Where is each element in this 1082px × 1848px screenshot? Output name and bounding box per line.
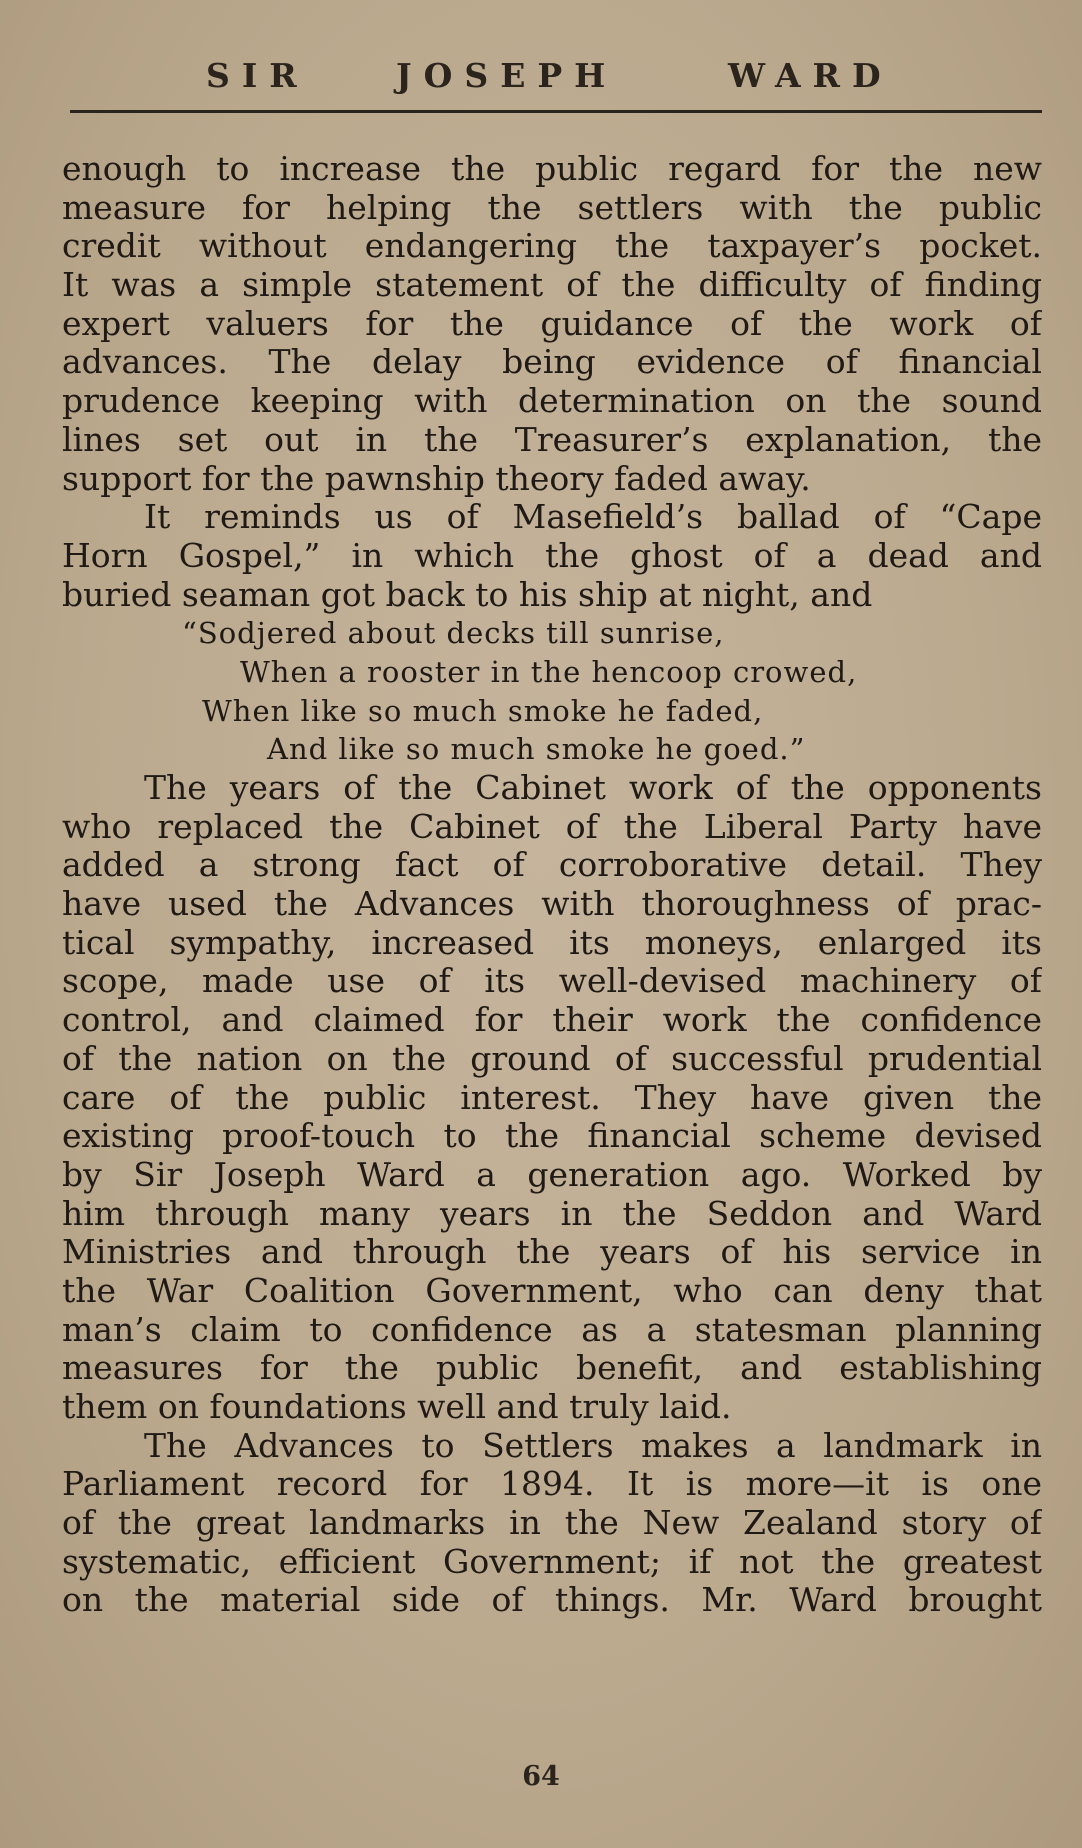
text-line: advances. The delay being evidence of financial — [62, 343, 1042, 382]
text-line: measure for helping the settlers with the public — [62, 188, 1042, 227]
text-line: Ministries and through the years of his service in — [62, 1233, 1042, 1272]
running-head-word: WARD — [728, 56, 893, 95]
text-line: enough to increase the public regard for the new — [62, 150, 1042, 188]
text-line: The Advances to Settlers makes a landmark in — [144, 1426, 1042, 1465]
text-line: lines set out in the Treasurer’s explanation, the — [62, 420, 1042, 459]
text-line: Horn Gospel,” in which the ghost of a dead and — [62, 536, 1042, 575]
text-line: him through many years in the Seddon and Ward — [62, 1194, 1042, 1233]
text-line: of the great landmarks in the New Zealand story of — [62, 1504, 1042, 1543]
running-head-word: JOSEPH — [396, 56, 618, 95]
text-line: added a strong fact of corroborative detail. They — [62, 846, 1042, 885]
text-line: on the material side of things. Mr. Ward brought — [62, 1581, 1042, 1620]
running-head — [60, 56, 1040, 106]
text-line: systematic, efficient Government; if not the greatest — [62, 1542, 1042, 1581]
text-line: them on foundations well and truly laid. — [62, 1388, 732, 1426]
text-line: tical sympathy, increased its moneys, enlarged its — [62, 923, 1042, 962]
poem-line: And like so much smoke he goed.” — [267, 732, 806, 767]
text-line: Parliament record for 1894. It is more—it is one — [62, 1465, 1042, 1504]
text-line: the War Coalition Government, who can deny that — [62, 1271, 1042, 1310]
text-line: expert valuers for the guidance of the work of — [62, 304, 1042, 343]
text-line: buried seaman got back to his ship at night, and — [62, 575, 873, 614]
running-head-word: SIR — [206, 56, 309, 95]
poem-line: When a rooster in the hencoop crowed, — [240, 654, 858, 689]
text-line: have used the Advances with thoroughness of prac- — [62, 885, 1042, 924]
poem-line: “Sodjered about decks till sunrise, — [182, 616, 725, 651]
text-line: credit without endangering the taxpayer’s pocket. — [62, 227, 1042, 266]
text-line: of the nation on the ground of successful prudential — [62, 1039, 1042, 1078]
header-rule — [70, 110, 1042, 113]
text-line: by Sir Joseph Ward a generation ago. Worked by — [62, 1155, 1042, 1194]
poem-line: When like so much smoke he faded, — [202, 693, 764, 728]
body-text — [62, 150, 1042, 1620]
text-line: scope, made use of its well-devised machinery of — [62, 962, 1042, 1001]
text-line: man’s claim to confidence as a statesman planning — [62, 1310, 1042, 1349]
text-line: support for the pawnship theory faded away. — [62, 459, 811, 498]
text-line: control, and claimed for their work the confidence — [62, 1001, 1042, 1040]
text-line: prudence keeping with determination on the sound — [62, 382, 1042, 421]
text-line: measures for the public benefit, and establishing — [62, 1349, 1042, 1388]
text-line: It was a simple statement of the difficulty of finding — [62, 266, 1042, 305]
text-line: existing proof-touch to the financial scheme devised — [62, 1117, 1042, 1156]
page-number: 64 — [522, 1761, 560, 1792]
text-line: The years of the Cabinet work of the opponents — [144, 769, 1042, 807]
text-line: care of the public interest. They have given the — [62, 1078, 1042, 1117]
text-line: who replaced the Cabinet of the Liberal Party have — [62, 807, 1042, 846]
text-line: It reminds us of Masefield’s ballad of “Cape — [144, 498, 1042, 537]
